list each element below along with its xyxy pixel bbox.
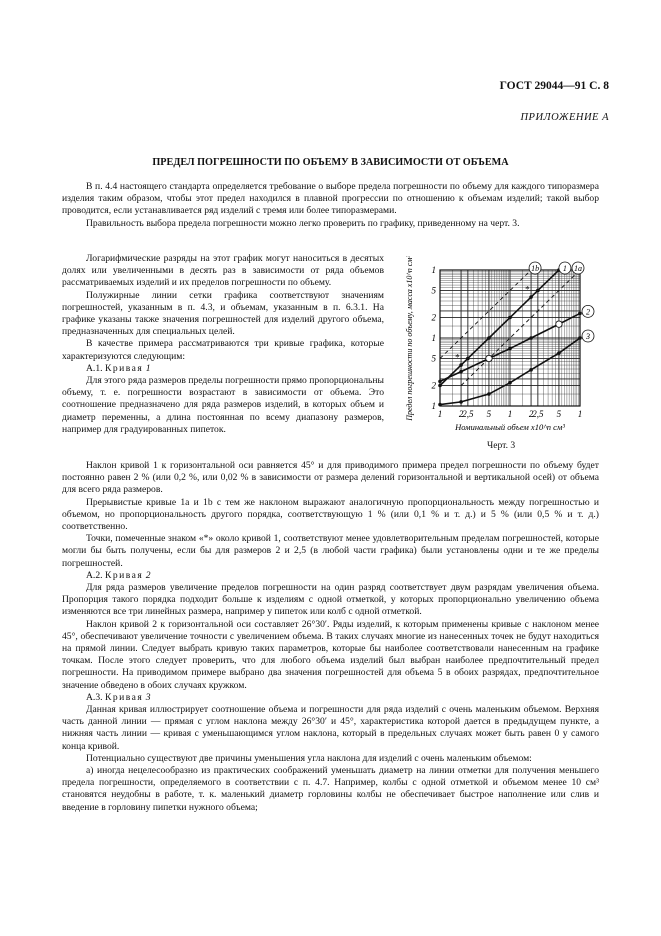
heading-a2 (62, 570, 599, 582)
x-tick-label: 1 (507, 409, 513, 419)
a1-paragraph-1: Наклон кривой 1 к горизонтальной оси равняется 45° и для приводимого примера предел погрешности по объему будет постоянно равен 2 % (или 0,2 %, или 0,02 % в зависимости от размера делений горизонтальной и вертикальной осей) от объема для всего ряда размеров. (62, 460, 599, 496)
circled-preferred-point (486, 355, 492, 361)
page-header: ГОСТ 29044—91 С. 8 (499, 80, 609, 92)
series-point-1 (508, 316, 512, 320)
series-point-2 (529, 336, 533, 340)
intro-block (62, 181, 599, 230)
a2-paragraph-1: Для ряда размеров увеличение пределов погрешности на один разряд соответствует двум разрядам увеличения объема. Пропорция такого порядка подходит больше к изделиям с одной отметкой, у которых пропорционально увеличению объема изменяются все три линейных размера, например у пипеток или колб с одной отметкой. (62, 582, 599, 618)
heading-a2-number: А.2. (86, 569, 103, 581)
heading-a3-word: Кривая (104, 691, 144, 703)
series-label-1b: 1b (531, 264, 540, 273)
series-point-3 (557, 351, 561, 355)
x-tick-label: 2,5 (532, 409, 544, 419)
x-tick-label: 5 (486, 409, 492, 419)
heading-a2-ref: 2 (145, 569, 151, 581)
series-point-3 (459, 400, 463, 404)
series-label-1: 1 (562, 264, 567, 273)
intro-paragraph-1: В п. 4.4 настоящего стандарта определяется требование о выборе предела погрешности по объему для каждого типоразмера изделия таким образом, чтобы этот предел находился в плавной прогрессии по отношению к объемам изделий; такой выбор проводится, если устанавливается ряд изделий с тремя или более типоразмерами. (62, 181, 599, 217)
heading-a1-ref: 1 (145, 362, 151, 374)
x-tick-label: 2,5 (462, 409, 474, 419)
appendix-label: ПРИЛОЖЕНИЕ А (520, 112, 609, 123)
a1-column-paragraph: Для этого ряда размеров пределы погрешности прямо пропорциональны объему, т. е. погрешности возрастают в зависимости от объема. Это соотношение предназначено для ряда размеров изделий, в которых объем и диаметр переменны, а длина постоянная по всему диапазону размеров, например для градуированных пипеток. (62, 375, 384, 435)
x-tick-label: 5 (556, 409, 562, 419)
series-point-3 (578, 336, 582, 340)
series-label-3: 3 (586, 332, 590, 341)
x-tick-label: 2 (458, 409, 464, 419)
y-tick-label: 1 (431, 265, 436, 275)
a3-paragraph-2: Потенциально существуют две причины уменьшения угла наклона для изделий с очень маленьким объемом: (86, 752, 532, 764)
series-label-1a: 1a (574, 264, 582, 273)
heading-a1-word: Кривая (104, 362, 144, 374)
column-paragraph-1: Логарифмические разряды на этот график могут наноситься в десятых долях или увеличенными в десять раз в зависимости от ряда объемов рассматриваемых изделий и их пределов погрешности по объему. (62, 253, 384, 289)
a2-paragraph-2: Наклон кривой 2 к горизонтальной оси составляет 26°30′. Ряды изделий, к которым применены кривые с наклоном менее 45°, обеспечивают увеличение точности с увеличением объема. В таких случаях многие из нанесенных точек не будут находиться на прямой линии. Следует выбрать кривую таких параметров, которые бы наиболее соответствовали нанесенным на графике точкам. После этого следует проверить, что для любого объема изделий был выбран наиболее предпочтительный предел погрешности. На приводимом примере выбрано два значения погрешностей для объема 5 в обоих разрядах, предпочтительное значение обведено в обоих случаях кружком. (62, 618, 599, 691)
heading-a3-ref: 3 (145, 691, 151, 703)
y-axis-label: Предел погрешности по объему, масса x10^n см³ (405, 256, 414, 421)
intro-paragraph-2: Правильность выбора предела погрешности можно легко проверить по графику, приведенному на черт. 3. (86, 217, 520, 229)
series-point-1 (466, 357, 470, 361)
y-tick-label: 2 (431, 312, 436, 323)
series-point-2 (459, 370, 463, 374)
heading-a3 (62, 692, 599, 704)
a1-paragraph-2: Прерывистые кривые 1a и 1b с тем же наклоном выражают аналогичную пропорциональность между погрешностью и объемом, но пропорциональность другого порядка, соответствующую 1 % (или 0,1 % и т. д.) и 5 % (или 0,5 % и т. д.) соответственно. (62, 496, 599, 533)
circled-preferred-point (556, 321, 562, 327)
chart-caption: Черт. 3 (487, 440, 516, 451)
chart-3 (398, 256, 608, 456)
series-point-3 (508, 381, 512, 385)
section-title: ПРЕДЕЛ ПОГРЕШНОСТИ ПО ОБЪЕМУ В ЗАВИСИМОСТИ ОТ ОБЪЕМА (152, 157, 509, 168)
series-point-3 (438, 403, 442, 407)
x-tick-label: 1 (577, 409, 583, 419)
x-tick-label: 1 (437, 409, 443, 419)
heading-a1-number: А.1. (86, 362, 103, 374)
y-tick-label: 2 (431, 380, 436, 391)
a1-continued-block (62, 460, 599, 814)
a3-paragraph-1: Данная кривая иллюстрирует соотношение объема и погрешности для ряда изделий с очень маленьким объемом. Верхняя часть данной линии — прямая с углом наклона между 26°30′ и 45°, характеристика которой дается в предыдущем пункте, а нижняя часть линии — кривая с уменьшающимся углом наклона, который в предельных случаях может быть равен 0 у самого конца кривой. (62, 704, 599, 752)
y-tick-label: 1 (431, 401, 436, 411)
series-point-2 (438, 380, 442, 384)
heading-a1 (62, 363, 384, 375)
series-point-1 (459, 363, 463, 367)
heading-a2-word: Кривая (104, 569, 144, 581)
series-line-1 (440, 270, 559, 386)
x-tick-label: 2 (528, 409, 534, 419)
heading-a3-number: А.3. (86, 691, 103, 703)
series-point-3 (529, 368, 533, 372)
series-line-1a (461, 270, 580, 386)
x-axis-label: Номинальный объем x10^n см³ (455, 422, 565, 432)
column-paragraph-2: Полужирные линии сетки графика соответствуют значениям погрешностей, указанным в п. 4.3, и объемам, указанным в п. 6.3.1. На графике указаны также значения погрешностей для изделий другого объема, предназначенных для специальных целей. (62, 289, 384, 338)
star-marker: * (455, 352, 460, 363)
a3-paragraph-3: а) иногда нецелесообразно из практических соображений уменьшать диаметр на линии отметки для получения меньшего предела погрешности, определяемого в соответствии с п. 4.7. Например, колбы с одной отметкой и объемом менее 10 см³ становятся неудобны в работе, т. к. маленький диаметр горловины колбы не обеспечивает быстрое наполнение или слив и введение в горловину пипетки нужного объема; (62, 765, 599, 813)
series-point-2 (508, 347, 512, 351)
column-paragraph-3: В качестве примера рассматриваются три кривые графика, которые характеризуются следующим: (62, 338, 384, 362)
series-point-1 (536, 289, 540, 293)
y-tick-label: 5 (431, 353, 436, 364)
series-label-2: 2 (586, 307, 590, 317)
series-point-1 (487, 336, 491, 340)
series-point-2 (578, 312, 582, 316)
series-point-3 (487, 392, 491, 396)
series-point-1 (529, 295, 533, 299)
chart-svg (398, 256, 608, 456)
star-marker: * (525, 284, 530, 295)
series-point-1 (438, 384, 442, 388)
a1-paragraph-3: Точки, помеченные знаком «*» около кривой 1, соответствуют менее удовлетворительным пределам погрешностей, которые могли бы быть получены, если бы для размеров 2 и 2,5 (в любой части графика) были установлены одни и те же пределы погрешностей. (62, 533, 599, 569)
column-text (62, 253, 384, 436)
y-tick-label: 5 (431, 285, 436, 296)
y-tick-label: 1 (431, 333, 436, 343)
